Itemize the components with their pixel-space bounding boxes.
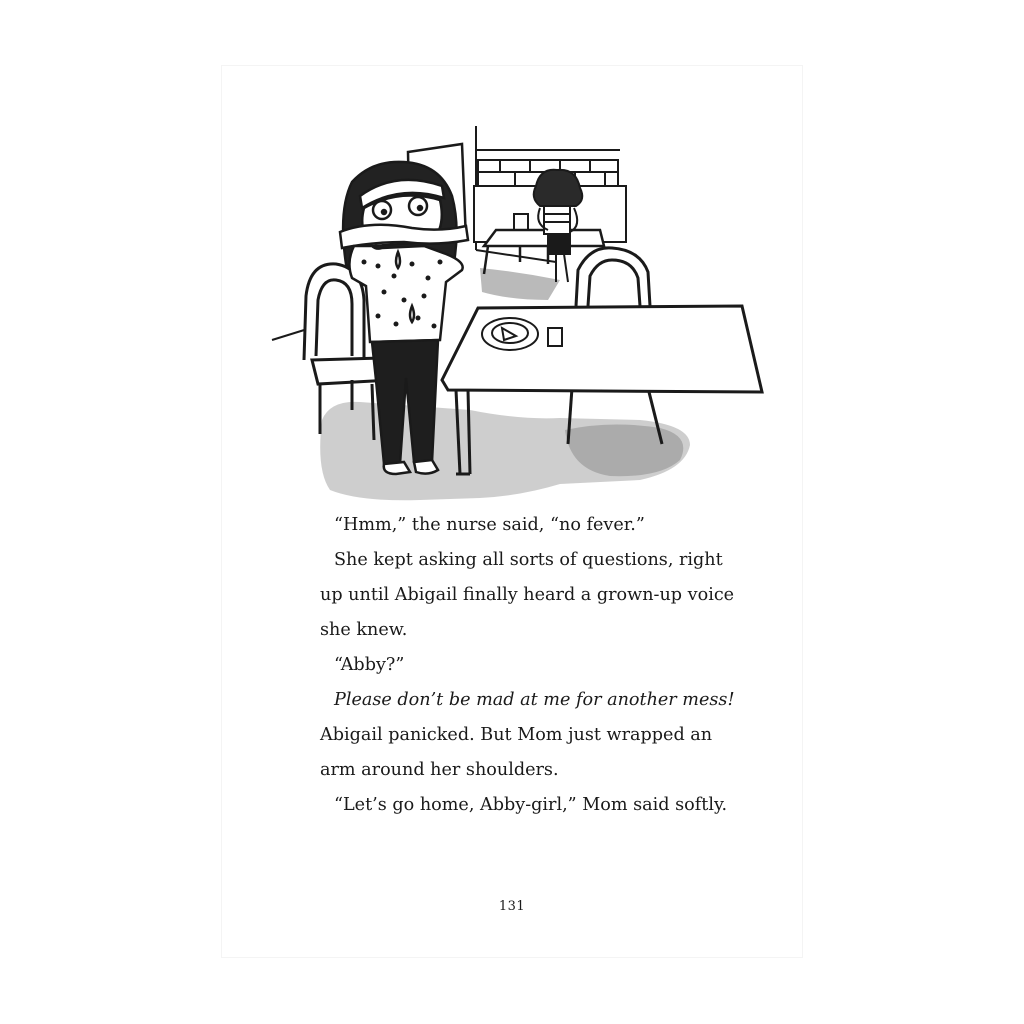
paragraph-line: She kept asking all sorts of questions, right [334,550,723,570]
story-text [320,508,740,823]
paragraph-line: “Let’s go home, Abby-girl,” Mom said softly. [334,795,728,815]
page-number: 131 [498,899,526,914]
paragraph-line: “Abby?” [334,655,405,675]
paragraph-line: Abigail panicked. But Mom just wrapped an [320,725,713,745]
paragraph-line: up until Abigail finally heard a grown-up voice [320,585,735,605]
paragraph-line: “Hmm,” the nurse said, “no fever.” [334,515,645,535]
paragraph-line: she knew. [320,620,408,640]
girl-covering-mouth-illustration [266,120,770,512]
paragraph-line-italic: Please don’t be mad at me for another mess! [334,690,735,710]
paragraph-line: arm around her shoulders. [320,760,559,780]
